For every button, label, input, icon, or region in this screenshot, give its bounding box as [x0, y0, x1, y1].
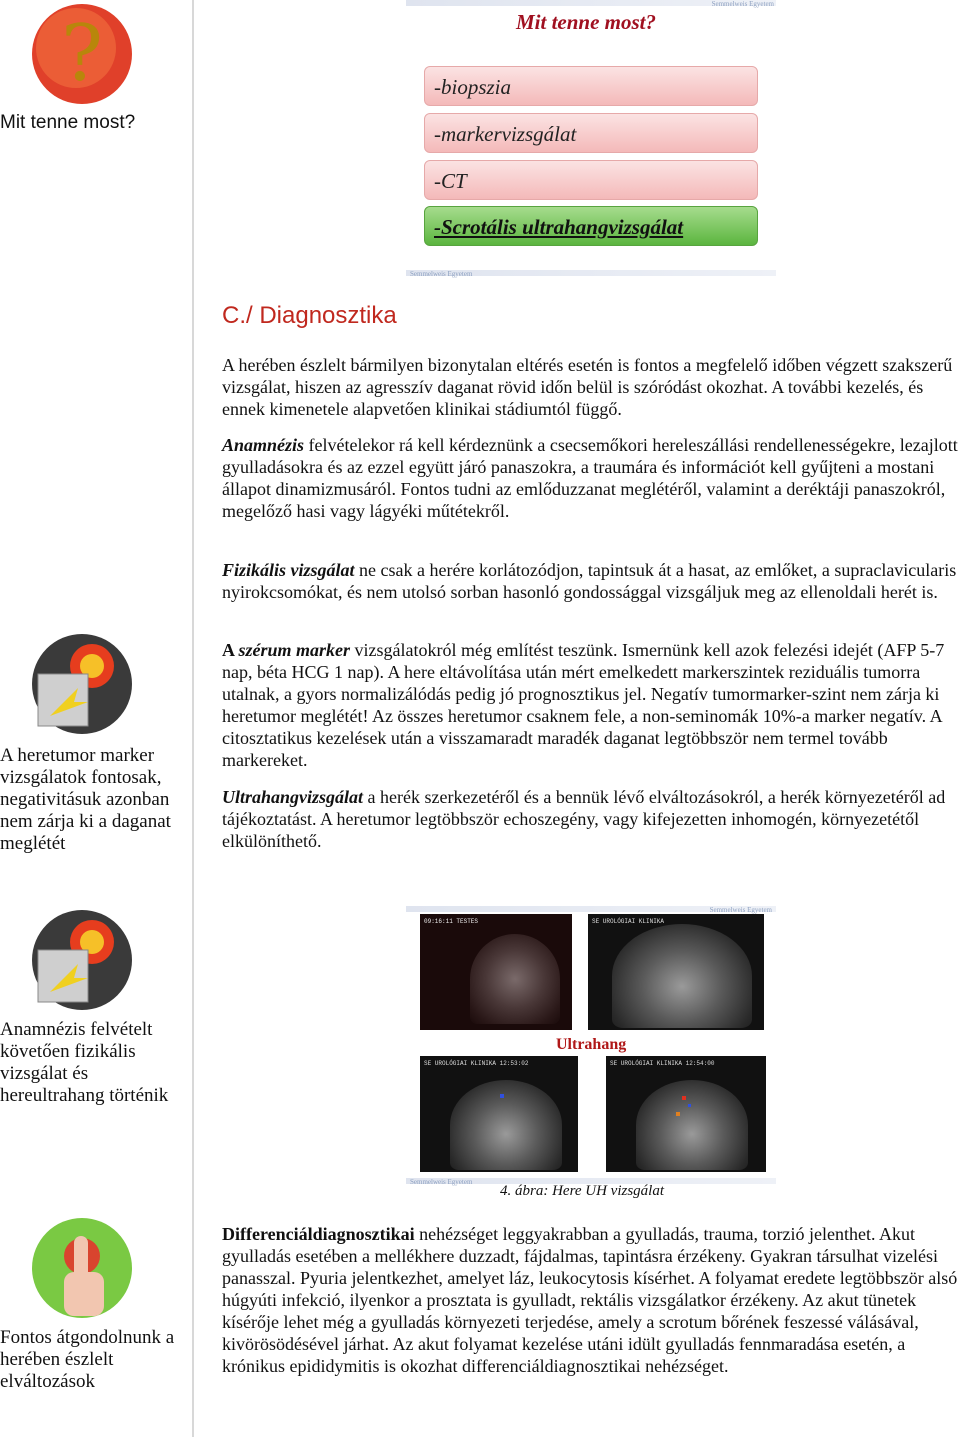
paragraph-marker-text: vizsgálatokról még említést teszünk. Ismernünk kell azok felezési idejét (AFP 5-7 nap, béta HCG 1 nap). A here eltávolítása után mért emelkedett markerszintek reziduális tumorra utalnak, a gyors normalizálódás pedig jó prognosztikus jel. Negatív tumormarker-szint nem zárja ki heretumor meglétét! Az összes heretumor csaknem fele, a non-seminomák 10%-a marker negatív. A citosztatikus kezelések után a visszamaradt maradék daganat legtöbbször nem termel tovább markereket. — [222, 640, 945, 770]
doppler-dot — [676, 1112, 680, 1116]
us-cone-2 — [612, 924, 752, 1028]
term-differencial: Differenciáldiagnosztikai — [222, 1224, 415, 1244]
paragraph-differencial-text: nehézséget leggyakrabban a gyulladás, trauma, torzió jelenthet. Akut gyulladás esetében a mellékhere duzzadt, fájdalmas, tapintásra érzékeny. Gyakran társulhat vizelési panasszal. Pyuria jelentkezhet, amelyet láz, leukocytosis kísérhet. A folyamat eredete legtöbbször alsó húgyúti infekció, ilyenkor a prosztata is gyulladt, rektális vizsgálatkor érzékeny. Az akut tünetek kísérője lehet még a gyulladás környezeti terjedése, amely a scrotum bőrének feszessé válásával, kivörösödésével járhat. Az akut folyamat kezelése utáni idült gyulladás fennmaradása esetén, a krónikus epididymitis is okozhat differenciáldiagnosztikai nehézséget. — [222, 1224, 958, 1376]
paragraph-ultrahang-text: a herék szerkezetéről és a bennük lévő elváltozásokról, a herék környezetéről ad tájékoztatást. A heretumor legtöbbször echoszegény, vagy kifejezetten inhomogén, környezetétől elkülöníthető. — [222, 787, 946, 851]
ultrasound-image-4 — [606, 1056, 766, 1172]
term-ultrahang: Ultrahangvizsgálat — [222, 787, 364, 807]
quiz-slide — [406, 0, 776, 278]
us-slide-footer-top: Semmelweis Egyetem — [709, 906, 772, 914]
sidebar-note-2: A heretumor marker vizsgálatok fontosak, negativitásuk azonban nem zárja ki a daganat meglétét — [0, 745, 171, 854]
sidebar-note-3: Anamnézis felvételt követően fizikális vizsgálat és hereultrahang történik — [0, 1019, 169, 1106]
us-text-1: 09:16:11 TESTES — [424, 918, 479, 925]
paragraph-anamnezis — [222, 434, 960, 522]
paragraph-fizikalis-text: ne csak a herére korlátozódjon, tapintsuk át a hasat, az emlőket, a supraclavicularis nyirokcsomókat, és nem utolsó sorban hasonló gondossággal vizsgáljuk meg az ellenoldali herét is. — [222, 560, 957, 602]
question-mark-icon — [30, 2, 134, 106]
ultrasound-label: Ultrahang — [556, 1036, 627, 1053]
us-cone-1 — [470, 934, 560, 1024]
term-anamnezis: Anamnézis — [222, 435, 305, 455]
us-text-4: SE UROLÓGIAI KLINIKA 12:54:00 — [610, 1060, 715, 1067]
paragraph-intro: A herében észlelt bármilyen bizonytalan eltérés esetén is fontos a megfelelő időben végzett szakszerű vizsgálat, hiszen az agresszív daganat rövid időn belül is szóródást okozhat. A további kezelés, és ennek kimenetele alapvetően klinikai stádiumtól függő. — [222, 355, 953, 419]
hand-button-icon — [30, 1216, 134, 1320]
doppler-dot — [682, 1096, 686, 1100]
slide-footer-top: Semmelweis Egyetem — [711, 0, 774, 8]
alert-pointer-icon — [30, 632, 134, 736]
term-fizikalis: Fizikális vizsgálat — [222, 560, 355, 580]
sidebar-note-4: Fontos átgondolnunk a herében észlelt elváltozások — [0, 1327, 175, 1392]
option-ct[interactable]: -CT — [424, 160, 758, 200]
paragraph-fizikalis — [222, 559, 960, 603]
ultrasound-image-2 — [588, 914, 764, 1030]
alert-pointer-icon — [30, 908, 134, 1012]
paragraph-marker — [222, 639, 960, 771]
ultrasound-image-1 — [420, 914, 572, 1030]
svg-text:?: ? — [61, 9, 103, 99]
doppler-dot — [500, 1094, 504, 1098]
us-text-3: SE UROLÓGIAI KLINIKA 12:53:02 — [424, 1060, 529, 1067]
paragraph-anamnezis-text: felvételekor rá kell kérdeznünk a csecsemőkori hereleszállási rendellenességekre, lezajlott gyulladásokra és az ezzel együtt járó panaszokra, a traumára és információt kell gyűjteni a mostani állapot dinamizmusáról. Fontos tudni az emlőduzzanat meglétéről, valamint a deréktáji panaszokról, megelőző hasi vagy lágyéki műtétekről. — [222, 435, 958, 521]
us-text-2: SE UROLÓGIAI KLINIKA — [592, 918, 665, 925]
us-cone-3 — [450, 1080, 562, 1170]
term-marker-prefix: A — [222, 640, 239, 660]
term-szerum-marker: szérum marker — [238, 640, 351, 660]
us-slide-footer-bottom: Semmelweis Egyetem — [410, 1178, 473, 1186]
sidebar — [0, 0, 192, 1437]
us-cone-4 — [636, 1080, 748, 1170]
figure-caption: 4. ábra: Here UH vizsgálat — [500, 1183, 665, 1199]
slide-title: Mit tenne most? — [516, 10, 657, 34]
sidebar-divider — [192, 0, 194, 1437]
slide-footer-bottom: Semmelweis Egyetem — [410, 270, 473, 278]
option-markervizsgalat[interactable]: -markervizsgálat — [424, 113, 758, 153]
paragraph-differencial — [222, 1223, 960, 1377]
option-ultrahang[interactable]: -Scrotális ultrahangvizsgálat — [424, 206, 758, 246]
paragraph-ultrahang — [222, 786, 960, 852]
sidebar-note-1: Mit tenne most? — [0, 112, 136, 133]
doppler-dot — [688, 1104, 691, 1107]
section-heading: C./ Diagnosztika — [222, 302, 397, 329]
option-biopszia[interactable]: -biopszia — [424, 66, 758, 106]
ultrasound-image-3 — [420, 1056, 578, 1172]
